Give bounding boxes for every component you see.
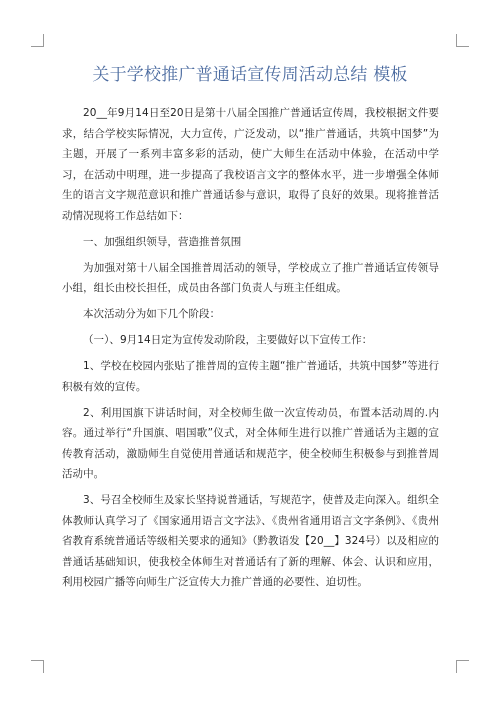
section-heading-1: 一、加强组织领导，营造推普氛围 (83, 235, 242, 248)
crop-mark-top-left (31, 34, 44, 47)
document-title: 关于学校推广普通话宣传周活动总结 模板 (92, 65, 408, 85)
list-item-3: 3、号召全校师生及家长坚持说普通话，写规范字，使普及走向深入。组织全体教师认真学习了《国家通用语言文字法》、《贵州省通用语言文字条例》、《贵州省教育系统普通话等级相关要求的通知》（黔教语发【20__】324号）以及相应的普通话基础知识，使我校全体师生对普通话有了新的理解、体会、认识和应用，利用校园广播等向师生广泛宣传大力推广普通的必要性、迫切性。 (62, 494, 439, 588)
paragraph-stage-1: （一）、9月14日定为宣传发动阶段，主要做好以下宣传工作： (83, 334, 373, 346)
crop-mark-bottom-right (456, 660, 469, 673)
crop-mark-top-right (456, 34, 469, 47)
crop-mark-bottom-left (31, 660, 44, 673)
document-body (62, 103, 439, 598)
list-item-1: 1、学校在校园内张贴了推普周的宣传主题“推广普通话，共筑中国梦”等进行积极有效的宣传。 (62, 360, 439, 393)
paragraph-stages: 本次活动分为如下几个阶段： (83, 308, 221, 320)
paragraph-intro: 20__年9月14日至20日是第十八届全国推广普通话宣传周，我校根据文件要求，结合学校实际情况，大力宣传，广泛发动，以“推广普通话，共筑中国梦”为主题，开展了一系列丰富多彩的活动，使广大师生在活动中体验，在活动中学习，在活动中明理，进一步提高了我校语言文字的整体水平，进一步增强全体师生的语言文字规范意识和推广普通话参与意识，取得了良好的效果。现将推普活动情况现将工作总结如下： (62, 107, 439, 222)
list-item-2: 2、利用国旗下讲话时间，对全校师生做一次宣传动员，布置本活动周的.内容。通过举行“升国旗、唱国歌”仪式，对全体师生进行以推广普通话为主题的宣传教育活动，激励师生自觉使用普通话和规范字，使全校师生积极参与到推普周活动中。 (62, 406, 439, 480)
paragraph-leadership: 为加强对第十八届全国推普周活动的领导，学校成立了推广普通话宣传领导小组，组长由校长担任，成员由各部门负责人与班主任组成。 (62, 261, 439, 294)
